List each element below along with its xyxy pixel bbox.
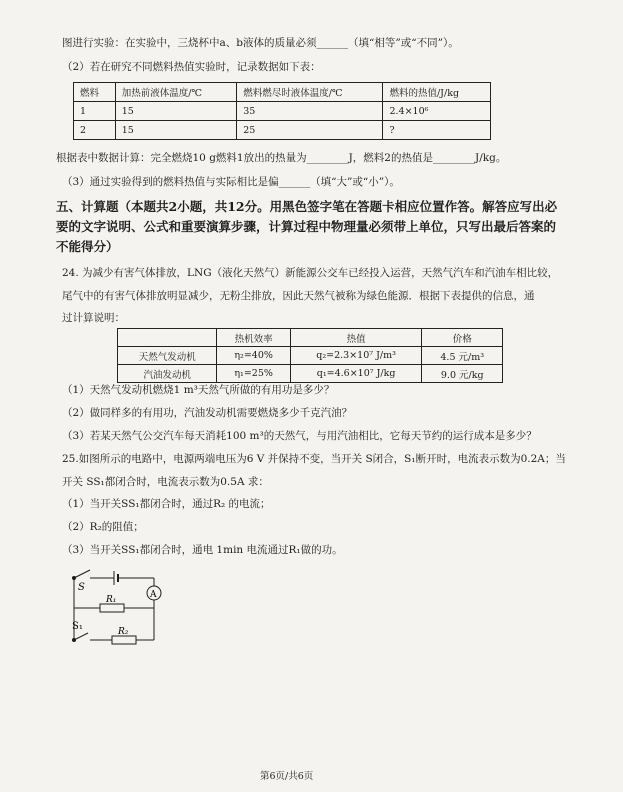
table-cell: ? xyxy=(383,121,491,140)
section-heading-line: 不能得分） xyxy=(56,239,119,254)
section-heading-line: 五、计算题（本题共2小题，共12分。用黑色签字笔在答题卡相应位置作答。解答应写出必 xyxy=(56,199,558,214)
question-24-line: 24. 为减少有害气体排放，LNG（液化天然气）新能源公交车已经投入运营，天然气汽车和汽油车相比较， xyxy=(62,267,559,279)
fuel-data-table xyxy=(73,82,491,140)
table-cell: 1 xyxy=(74,102,116,121)
table-cell: 25 xyxy=(237,121,383,140)
calculation-line: 根据表中数据计算：完全燃烧10 g燃料1放出的热量为________J，燃料2的热值是________J/kg。 xyxy=(56,152,507,164)
label-switch-s1: S₁ xyxy=(72,621,83,632)
table-cell: 15 xyxy=(115,102,237,121)
table-header-cell: 加热前液体温度/℃ xyxy=(115,83,237,102)
table-cell: η₁=25% xyxy=(217,365,290,383)
page-number: 第6页/共6页 xyxy=(260,771,314,782)
label-r1: R₁ xyxy=(106,595,117,605)
label-switch-s: S xyxy=(78,582,85,593)
question-2-intro: （2）若在研究不同燃料热值实验时，记录数据如下表： xyxy=(62,61,321,73)
question-25-line: 开关 SS₁都闭合时，电流表示数为0.5A 求： xyxy=(62,476,269,488)
circuit-diagram xyxy=(62,566,172,650)
question-24-part: （1）天然气发动机燃烧1 m³天然气所做的有用功是多少？ xyxy=(62,384,335,396)
table-cell: 15 xyxy=(115,121,237,140)
table-cell: q₂=2.3×10⁷ J/m³ xyxy=(290,347,422,365)
text-line-q1-end: 图进行实验：在实验中，三烧杯中a、b液体的质量必须______（填“相等”或“不同”）。 xyxy=(62,37,459,49)
question-25-part: （2）R₂的阻值； xyxy=(62,521,144,533)
question-24-part: （2）做同样多的有用功，汽油发动机需要燃烧多少千克汽油？ xyxy=(62,407,353,419)
table-header-cell: 燃料燃尽时液体温度/℃ xyxy=(237,83,383,102)
label-r2: R₂ xyxy=(118,627,129,637)
table-row xyxy=(74,102,491,121)
table-header-cell: 燃料的热值/J/kg xyxy=(383,83,491,102)
table-row xyxy=(74,121,491,140)
table-cell: 4.5 元/m³ xyxy=(422,347,503,365)
table-cell: 35 xyxy=(237,102,383,121)
question-25-part: （1）当开关SS₁都闭合时，通过R₂ 的电流； xyxy=(62,498,271,510)
table-header-cell: 热机效率 xyxy=(217,329,290,347)
label-ammeter: A xyxy=(150,590,157,600)
question-24-line: 尾气中的有害气体排放明显减少，无粉尘排放，因此天然气被称为绿色能源．根据下表提供的信息，通 xyxy=(62,290,535,302)
table-cell: η₂=40% xyxy=(217,347,290,365)
question-24-line: 过计算说明： xyxy=(62,312,125,324)
table-cell: q₁=4.6×10⁷ J/kg xyxy=(290,365,422,383)
table-row xyxy=(118,347,503,365)
resistor-r2 xyxy=(112,636,136,644)
table-cell: 2.4×10⁶ xyxy=(383,102,491,121)
table-header-row xyxy=(74,83,491,102)
question-24-part: （3）若某天然气公交汽车每天消耗100 m³的天然气，与用汽油相比，它每天节约的运行成本是多少？ xyxy=(62,430,537,442)
table-cell: 汽油发动机 xyxy=(118,365,217,383)
table-header-cell: 燃料 xyxy=(74,83,116,102)
table-cell: 9.0 元/kg xyxy=(422,365,503,383)
table-cell: 2 xyxy=(74,121,116,140)
resistor-r1 xyxy=(100,604,124,612)
engine-comparison-table xyxy=(117,328,503,383)
switch-s1-blade xyxy=(74,633,88,640)
switch-s-blade xyxy=(74,570,90,578)
question-25-line: 25.如图所示的电路中，电源两端电压为6 V 并保持不变，当开关 S闭合，S₁断开时，电流表示数为0.2A；当 xyxy=(62,453,566,465)
section-heading-line: 要的文字说明、公式和重要演算步骤，计算过程中物理量必须带上单位，只写出最后答案的 xyxy=(56,219,557,234)
table-row xyxy=(118,365,503,383)
table-cell: 天然气发动机 xyxy=(118,347,217,365)
question-3-line: （3）通过实验得到的燃料热值与实际相比是偏______（填“大”或“小”）。 xyxy=(62,176,400,188)
table-header-row xyxy=(118,329,503,347)
question-25-part: （3）当开关SS₁都闭合时，通电 1min 电流通过R₁做的功。 xyxy=(62,544,343,556)
table-header-cell xyxy=(118,329,217,347)
table-header-cell: 价格 xyxy=(422,329,503,347)
table-header-cell: 热值 xyxy=(290,329,422,347)
